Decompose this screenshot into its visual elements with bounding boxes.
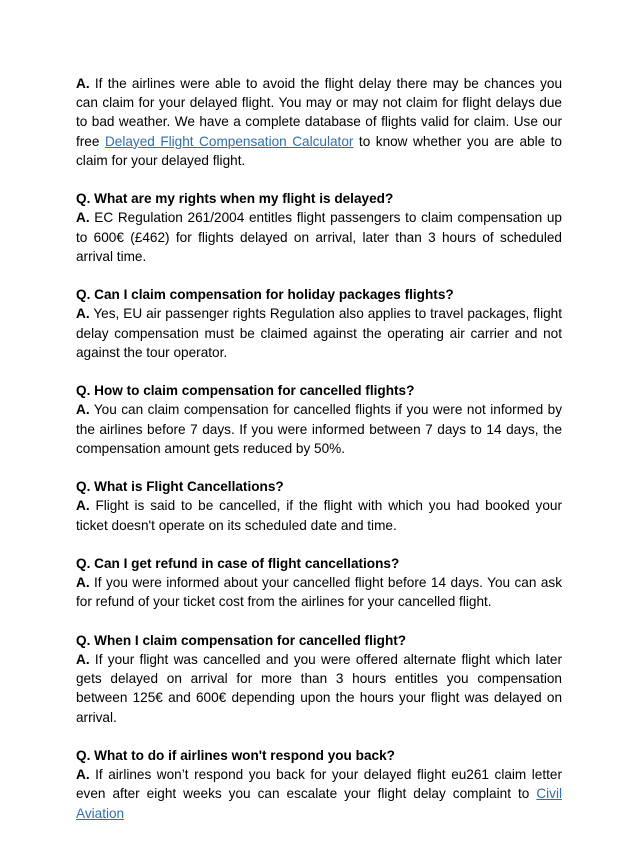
- faq-answer: If your flight was cancelled and you were offered alternate flight which later gets delayed on arrival for more than 3 hours entitles you compensation between 125€ and 600€ depending upon the hours your flight was delayed on arrival.: [76, 652, 562, 725]
- faq-answer: EC Regulation 261/2004 entitles flight passengers to claim compensation up to 600€ (£462) for flights delayed on arrival, later than 3 hours of scheduled arrival time.: [76, 210, 562, 264]
- answer-label: A.: [76, 402, 90, 418]
- answer-text: to know whether you are able to claim for your delayed flight.: [76, 133, 562, 168]
- faq-question: Q. What is Flight Cancellations?: [76, 479, 284, 495]
- answer-label: A.: [76, 76, 90, 91]
- faq-item: [76, 477, 562, 535]
- faq-question: Q. Can I get refund in case of flight cancellations?: [76, 556, 400, 571]
- faq-item: [76, 631, 562, 727]
- faq-question: Q. Can I claim compensation for holiday packages flights?: [76, 287, 454, 303]
- answer-text: If the airlines were able to avoid the flight delay there may be chances you can claim for your delayed flight. You may or may not claim for flight delays due to bad weather. We have a complete database of flights valid for claim. Use our free: [76, 76, 562, 149]
- document-page: [76, 74, 562, 842]
- answer-label: A.: [76, 767, 90, 783]
- faq-question: Q. When I claim compensation for cancelled flight?: [76, 632, 407, 648]
- faq-item: [76, 285, 562, 362]
- faq-item: [76, 746, 562, 823]
- faq-question: Q. What to do if airlines won't respond you back?: [76, 748, 395, 763]
- faq-answer: If airlines won’t respond you back for your delayed flight eu261 claim letter even after eight weeks you can escalate your flight delay complaint to: [76, 767, 562, 802]
- faq-question: Q. What are my rights when my flight is delayed?: [76, 191, 394, 207]
- answer-label: A.: [76, 210, 90, 226]
- answer-label: A.: [76, 306, 90, 322]
- civil-aviation-link[interactable]: Civil Aviation: [76, 786, 562, 821]
- answer-label: A.: [76, 575, 90, 591]
- intro-answer: [76, 74, 562, 170]
- answer-label: A.: [76, 652, 90, 667]
- faq-item: [76, 189, 562, 266]
- faq-item: [76, 381, 562, 458]
- compensation-calculator-link[interactable]: Delayed Flight Compensation Calculator: [104, 133, 354, 149]
- faq-answer: If you were informed about your cancelled flight before 14 days. You can ask for refund of your ticket cost from the airlines for your cancelled flight.: [76, 575, 562, 610]
- faq-answer: Yes, EU air passenger rights Regulation also applies to travel packages, flight delay compensation must be claimed against the operating air carrier and not against the tour operator.: [76, 306, 562, 360]
- answer-label: A.: [76, 498, 90, 514]
- faq-item: [76, 554, 562, 612]
- faq-question: Q. How to claim compensation for cancelled flights?: [76, 383, 415, 399]
- faq-answer: Flight is said to be cancelled, if the flight with which you had booked your ticket doesn't operate on its scheduled date and time.: [76, 498, 562, 533]
- faq-answer: You can claim compensation for cancelled flights if you were not informed by the airlines before 7 days. If you were informed between 7 days to 14 days, the compensation amount gets reduced by 50%.: [76, 402, 562, 456]
